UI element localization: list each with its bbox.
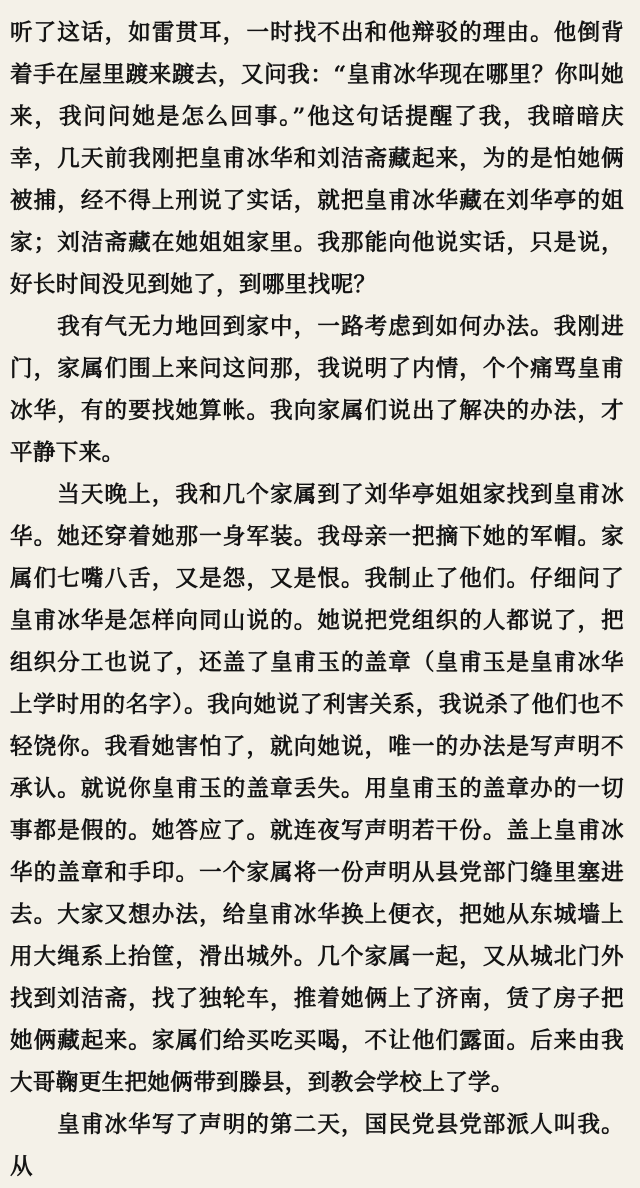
paragraph-3: 当天晚上，我和几个家属到了刘华亭姐姐家找到皇甫冰华。她还穿着她那一身军装。我母亲一把摘下她的军帽。家属们七嘴八舌，又是怨，又是恨。我制止了他们。仔细问了皇甫冰华是怎样向同山说的。她说把党组织的人都说了，把组织分工也说了，还盖了皇甫玉的盖章（皇甫玉是皇甫冰华上学时用的名字）。我向她说了利害关系，我说杀了他们也不轻饶你。我看她害怕了，就向她说，唯一的办法是写声明不承认。就说你皇甫玉的盖章丢失。用皇甫玉的盖章办的一切事都是假的。她答应了。就连夜写声明若干份。盖上皇甫冰华的盖章和手印。一个家属将一份声明从县党部门缝里塞进去。大家又想办法，给皇甫冰华换上便衣，把她从东城墙上用大绳系上抬筐，滑出城外。几个家属一起，又从城北门外找到刘洁斋，找了独轮车，推着她俩上了济南，赁了房子把她俩藏起来。家属们给买吃买喝，不让他们露面。后来由我大哥鞠更生把她俩带到滕县，到教会学校上了学。 [10, 482, 624, 1096]
paragraph-2: 我有气无力地回到家中，一路考虑到如何办法。我刚进门，家属们围上来问这问那，我说明了内情，个个痛骂皇甫冰华，有的要找她算帐。我向家属们说出了解决的办法，才平静下来。 [10, 314, 624, 466]
paragraph-4: 皇甫冰华写了声明的第二天，国民党县党部派人叫我。从 [10, 1112, 624, 1180]
paragraph-1: 听了这话，如雷贯耳，一时找不出和他辩驳的理由。他倒背着手在屋里踱来踱去，又问我：“皇甫冰华现在哪里？你叫她来，我问问她是怎么回事。”他这句话提醒了我，我暗暗庆幸，几天前我刚把皇甫冰华和刘洁斋藏起来，为的是怕她俩被捕，经不得上刑说了实话，就把皇甫冰华藏在刘华亭的姐家；刘洁斋藏在她姐姐家里。我那能向他说实话，只是说，好长时间没见到她了，到哪里找呢？ [10, 20, 624, 298]
